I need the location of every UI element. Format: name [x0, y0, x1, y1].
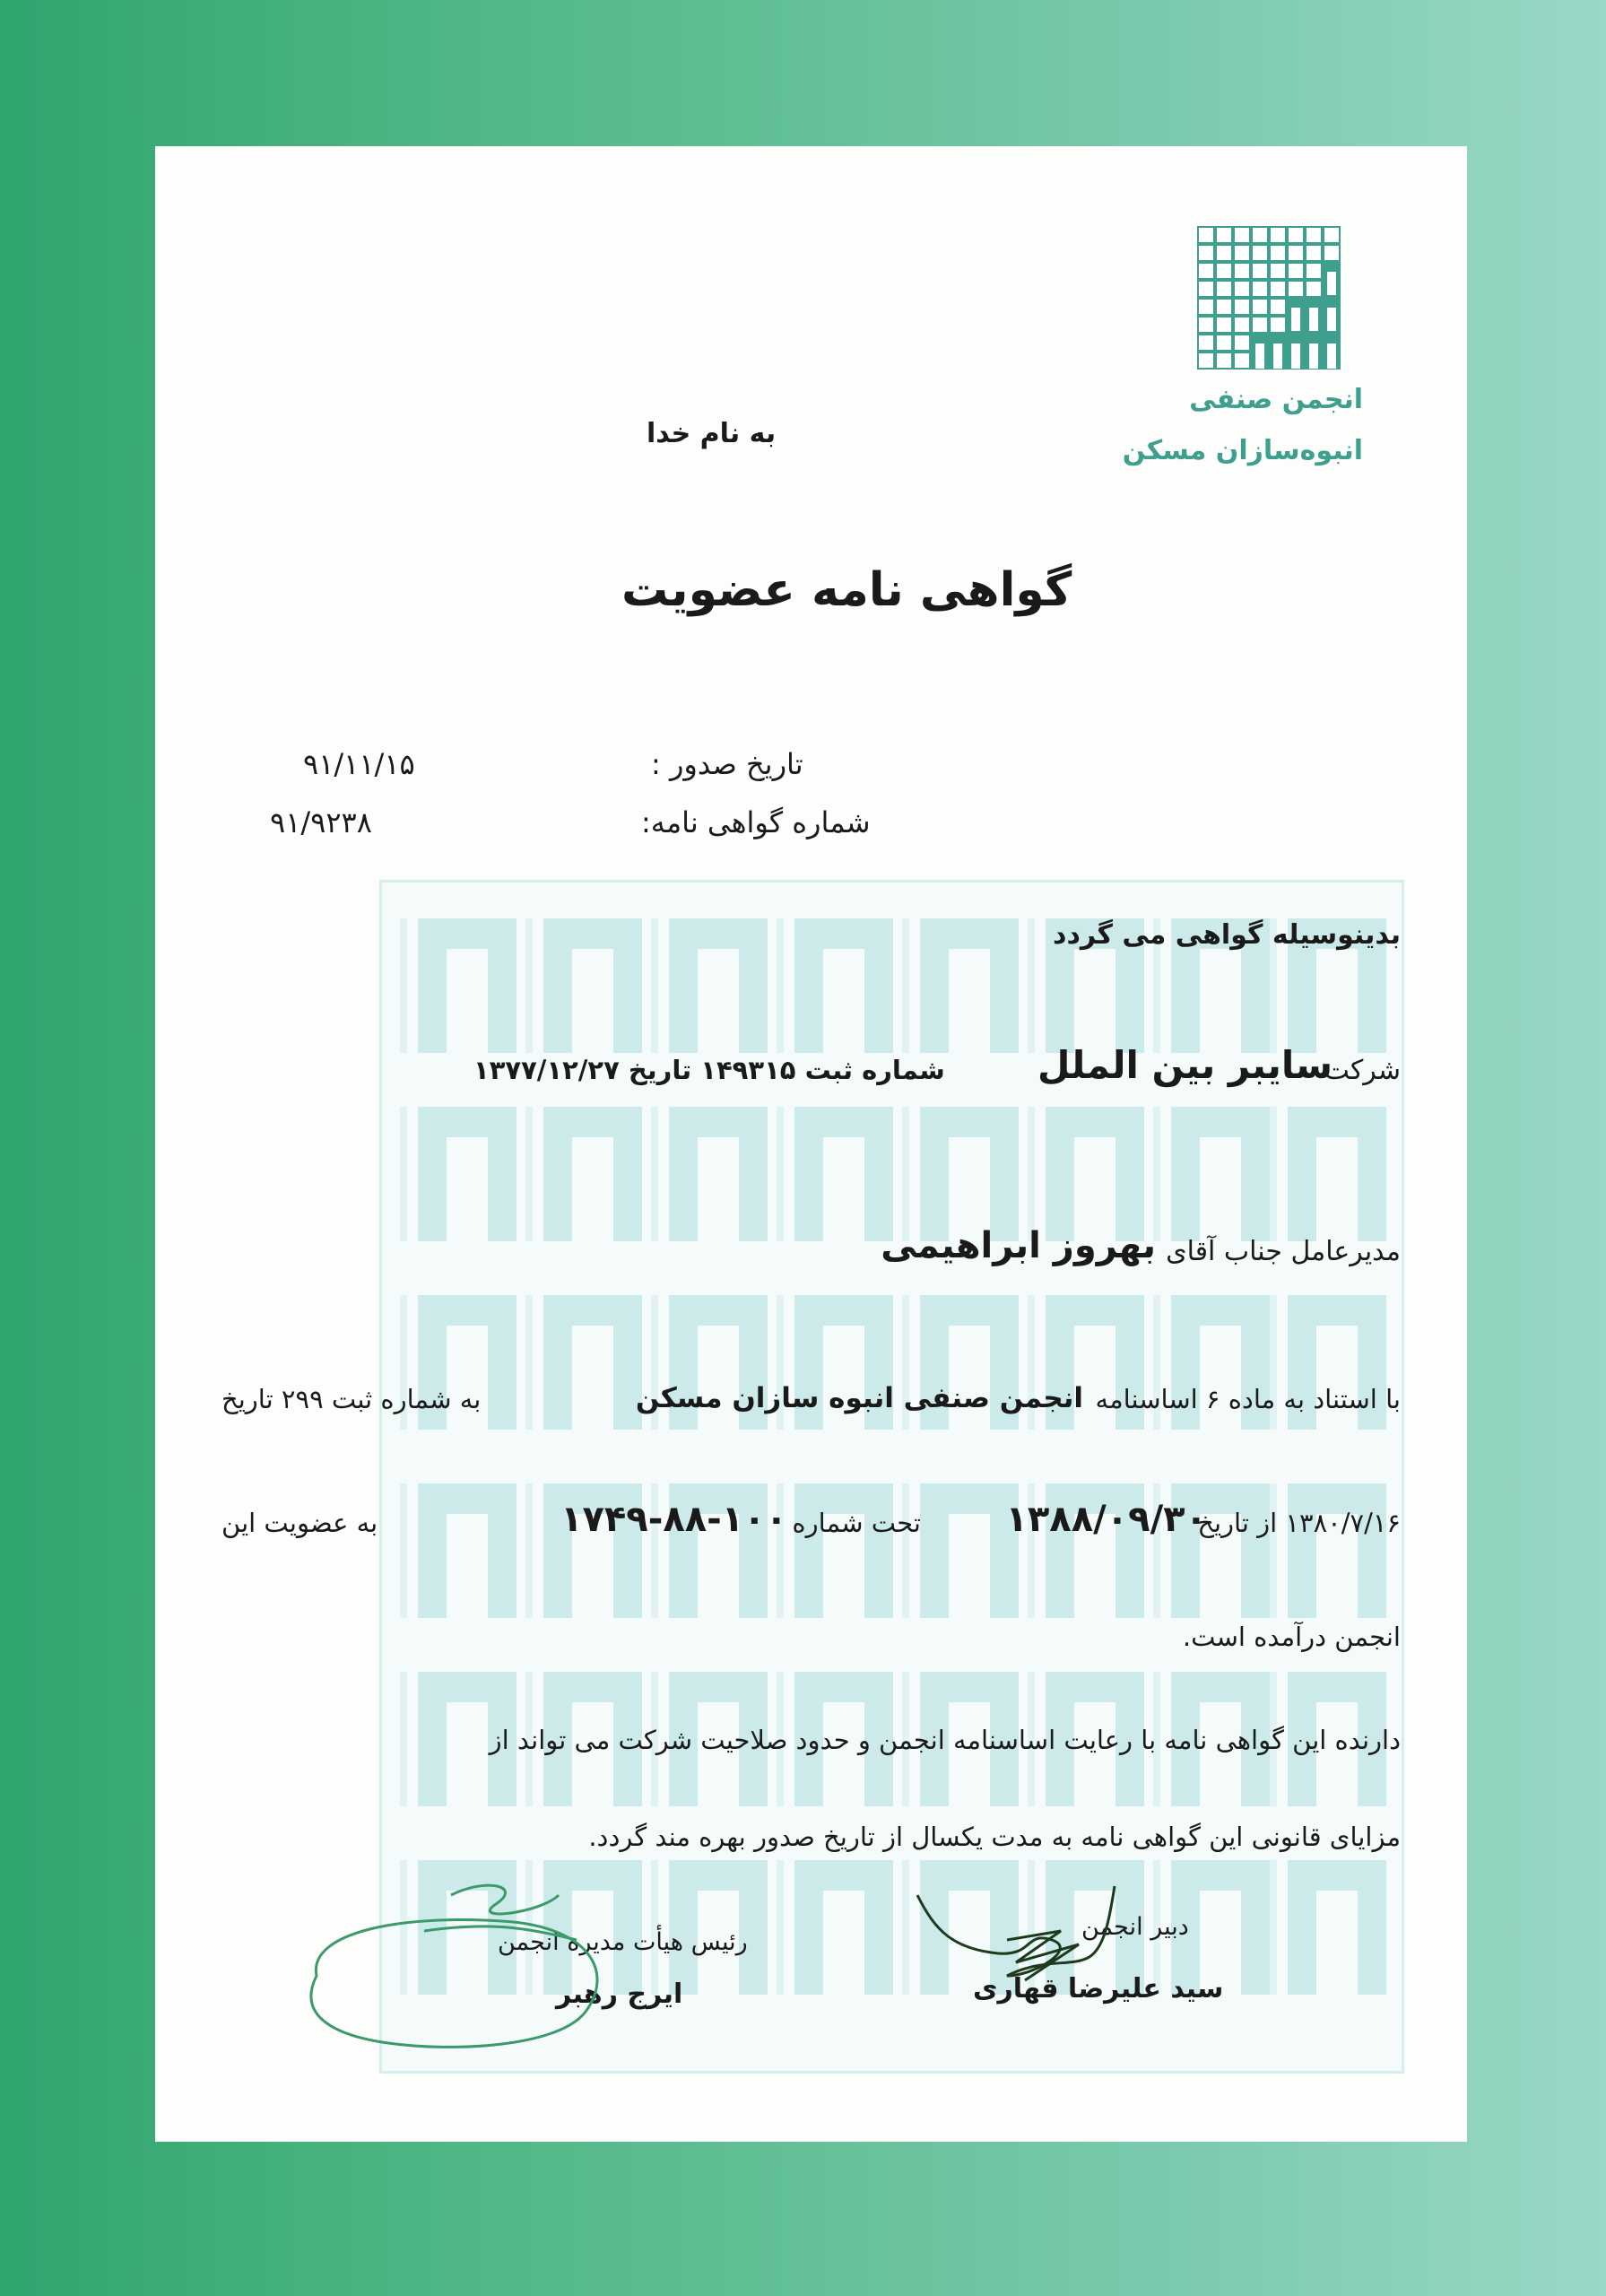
basis-text-a: با استناد به ماده ۶ اساسنامه: [1095, 1384, 1401, 1414]
cert-number-label: شماره گواهی نامه:: [641, 805, 871, 839]
secretary-title: دبیر انجمن: [1081, 1913, 1189, 1941]
membership-date: ۱۳۸۸/۰۹/۳۰: [1005, 1499, 1207, 1540]
issue-date-value: ۹۱/۱۱/۱۵: [303, 747, 415, 781]
chair-title: رئیس هیأت مدیره انجمن: [498, 1928, 748, 1956]
membership-number: ۱۷۴۹-۸۸-۱۰۰: [560, 1499, 787, 1540]
certificate-page: [155, 146, 1467, 2142]
holder-rights-line1: دارنده این گواهی نامه با رعایت اساسنامه انجمن و حدود صلاحیت شرکت می تواند از: [489, 1725, 1401, 1755]
logo-text-line2: انبوه‌سازان مسکن: [1122, 435, 1363, 466]
ceo-name: بهروز ابراهیمی: [881, 1225, 1156, 1266]
association-logo: [1196, 225, 1343, 372]
ceo-prefix: مدیرعامل جناب آقای: [1166, 1236, 1401, 1267]
certificate-title: گواهی نامه عضویت: [621, 563, 1072, 617]
logo-text-line1: انجمن صنفی: [1189, 384, 1363, 415]
company-registration: شماره ثبت ۱۴۹۳۱۵ تاریخ ۱۳۷۷/۱۲/۲۷: [473, 1055, 945, 1085]
cert-number-value: ۹۱/۹۲۳۸: [270, 805, 372, 839]
joined-text: انجمن درآمده است.: [1182, 1622, 1401, 1652]
association-name: انجمن صنفی انبوه سازان مسکن: [635, 1382, 1083, 1414]
under-number-text: تحت شماره: [792, 1508, 921, 1538]
issue-date-label: تاریخ صدور :: [651, 747, 803, 781]
intro-line: بدینوسیله گواهی می گردد: [1053, 919, 1401, 951]
building-grid-icon: [1196, 225, 1343, 372]
bismillah-text: به نام خدا: [647, 418, 777, 449]
secretary-name: سید علیرضا قهاری: [973, 1973, 1224, 2005]
secretary-signature: [899, 1877, 1133, 2012]
chair-signature: [290, 1877, 630, 2057]
company-prefix: شرکت: [1324, 1055, 1401, 1086]
membership-text: به عضویت این: [221, 1508, 378, 1538]
chair-name: ایرج رهبر: [556, 1979, 683, 2010]
basis-text-b: به شماره ثبت ۲۹۹ تاریخ: [221, 1384, 482, 1414]
registration-date-text: ۱۳۸۰/۷/۱۶ از تاریخ: [1197, 1508, 1401, 1538]
company-name: سایبر بین الملل: [1037, 1043, 1333, 1087]
holder-rights-line2: مزایای قانونی این گواهی نامه به مدت یکسال از تاریخ صدور بهره مند گردد.: [588, 1822, 1401, 1852]
